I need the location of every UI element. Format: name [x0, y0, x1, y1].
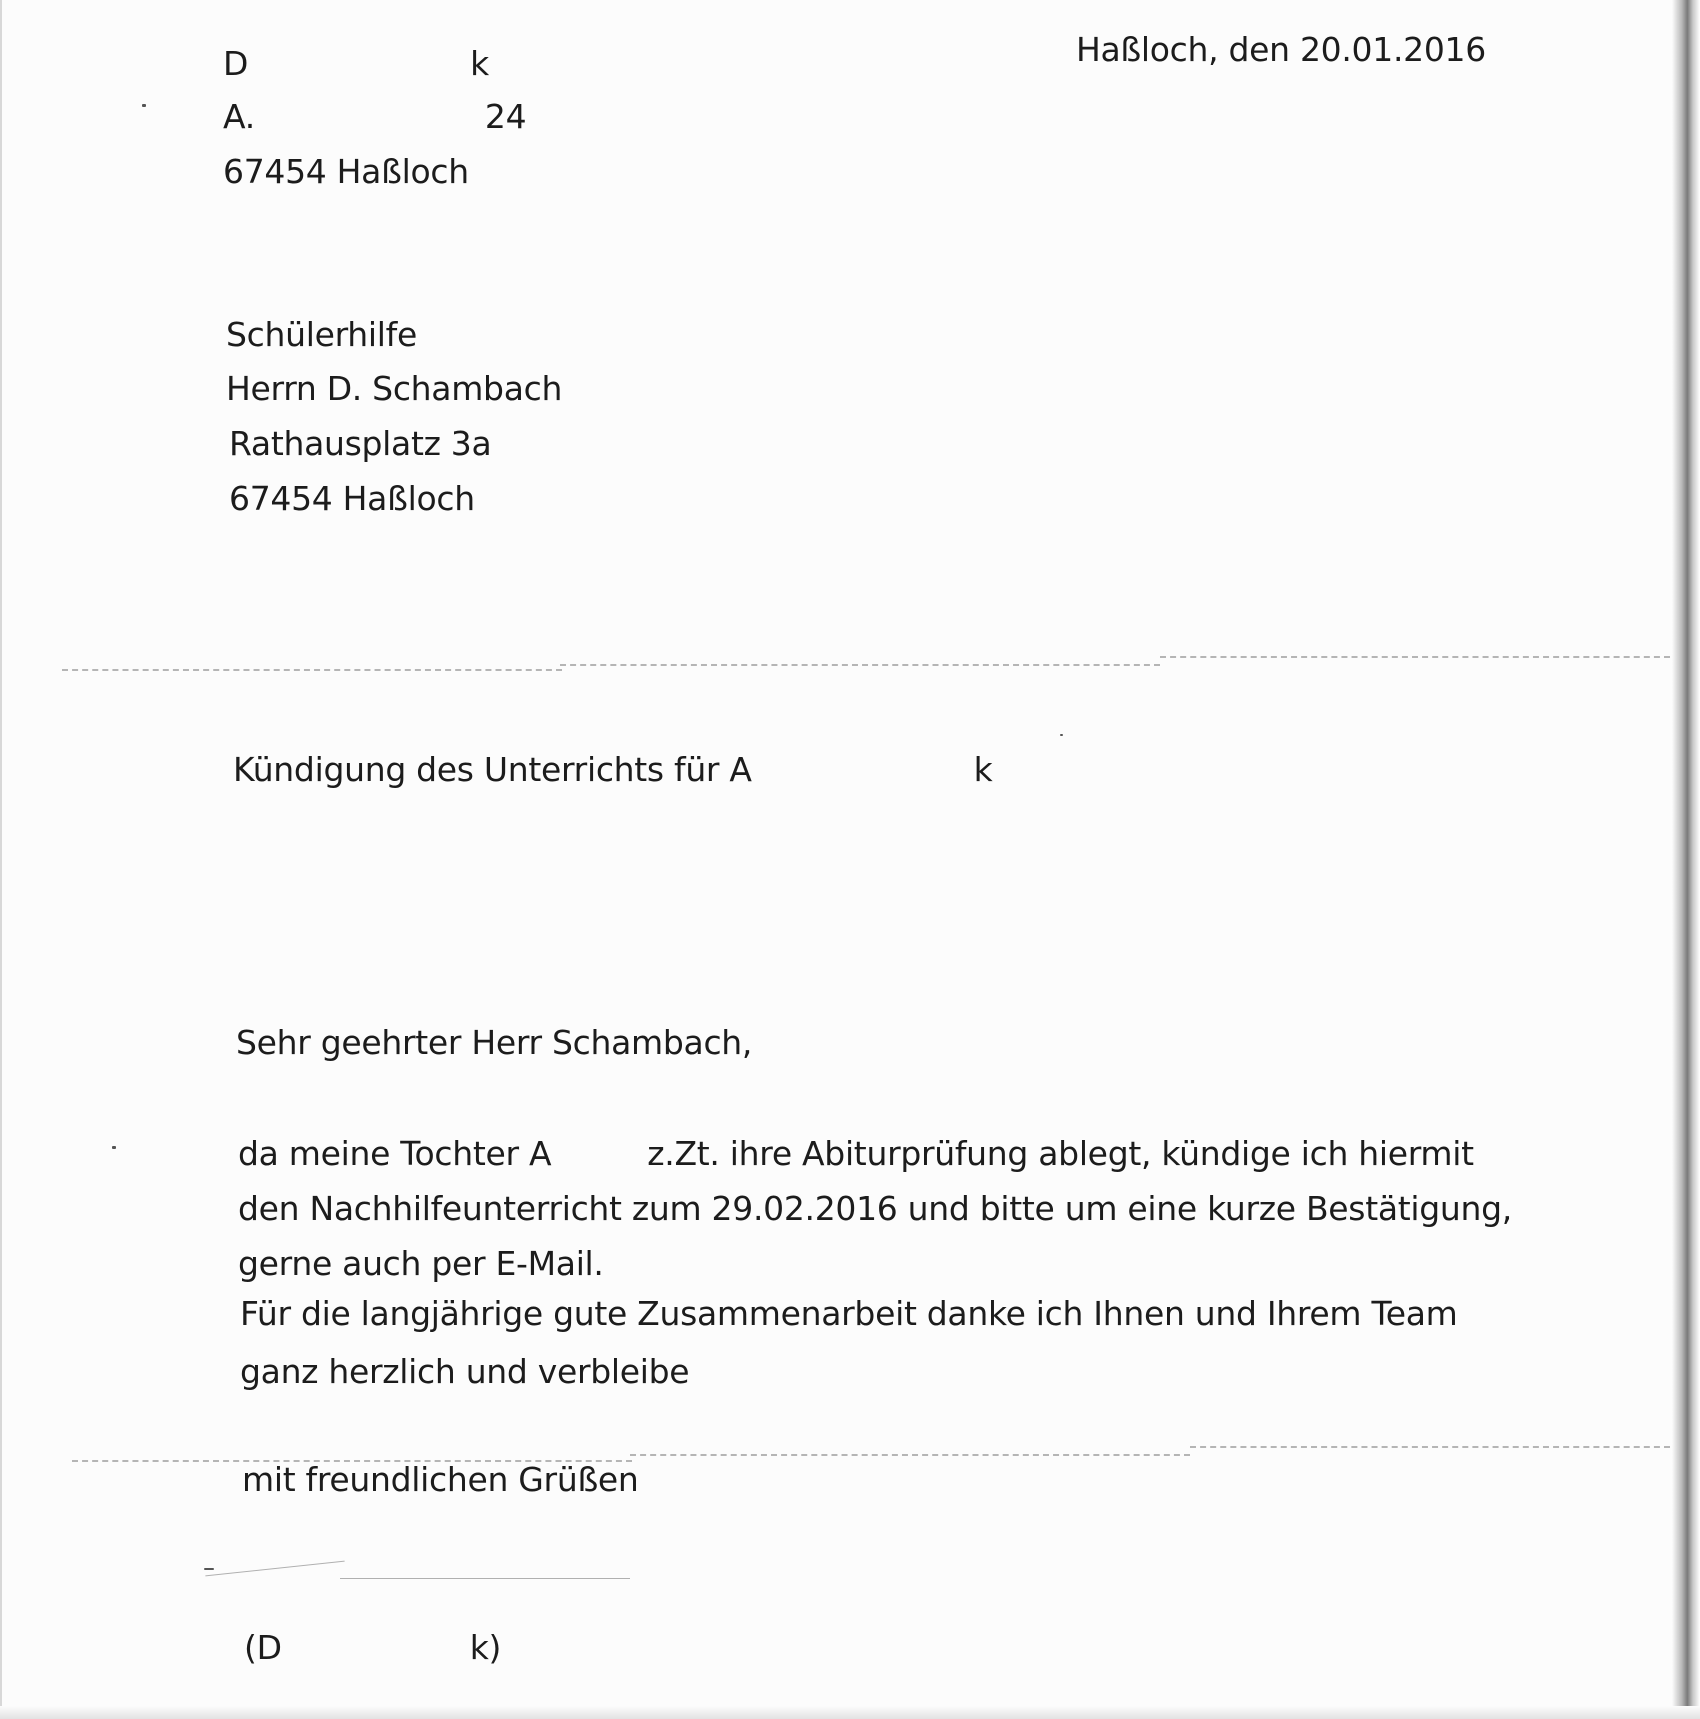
recipient-organization: Schülerhilfe — [226, 315, 417, 354]
sender-street-end: 24 — [484, 97, 527, 136]
page-right-shadow — [1672, 0, 1700, 1719]
signature-mark — [340, 1578, 630, 1579]
sender-name-end: k — [470, 44, 489, 83]
body-line-1 — [238, 1134, 1474, 1174]
recipient-city: 67454 Haßloch — [229, 479, 475, 518]
sender-street-start: A. — [223, 97, 255, 136]
fold-line-upper — [1160, 656, 1670, 658]
body-line-3: gerne auch per E-Mail. — [238, 1244, 604, 1283]
closing: mit freundlichen Grüßen — [242, 1460, 639, 1499]
sender-name-start: D — [223, 44, 249, 83]
body-line-4: Für die langjährige gute Zusammenarbeit danke ich Ihnen und Ihrem Team — [240, 1294, 1458, 1333]
salutation: Sehr geehrter Herr Schambach, — [236, 1023, 753, 1062]
sender-name — [223, 44, 489, 84]
body-line-1-end: z.Zt. ihre Abiturprüfung ablegt, kündige ich hiermit — [647, 1134, 1474, 1173]
subject-line — [233, 750, 992, 790]
body-line-2: den Nachhilfeunterricht zum 29.02.2016 und bitte um eine kurze Bestätigung, — [238, 1189, 1512, 1228]
subject-suffix: k — [973, 750, 993, 789]
page-bottom-shade — [0, 1706, 1700, 1719]
body-line-5: ganz herzlich und verbleibe — [240, 1352, 690, 1391]
subject-prefix: Kündigung des Unterrichts für A — [233, 750, 752, 789]
fold-line-upper — [62, 669, 562, 671]
signature-mark — [204, 1568, 214, 1570]
sender-street — [223, 97, 526, 137]
page-edge — [0, 0, 2, 1719]
fold-line-upper — [560, 664, 1160, 666]
scan-speck — [142, 104, 146, 107]
signature-name-end: k) — [469, 1628, 502, 1667]
scan-speck — [1060, 734, 1063, 736]
sender-city: 67454 Haßloch — [223, 152, 469, 191]
signature-name-start: (D — [244, 1628, 282, 1667]
scan-speck — [112, 1146, 116, 1149]
recipient-street: Rathausplatz 3a — [229, 424, 492, 463]
fold-line-lower — [1190, 1446, 1670, 1448]
signature-mark — [205, 1561, 344, 1577]
body-line-1-start: da meine Tochter A — [238, 1134, 552, 1173]
fold-line-lower — [630, 1454, 1190, 1456]
date-line: Haßloch, den 20.01.2016 — [1076, 30, 1486, 69]
signature-name — [244, 1628, 501, 1668]
recipient-contact: Herrn D. Schambach — [226, 369, 563, 408]
